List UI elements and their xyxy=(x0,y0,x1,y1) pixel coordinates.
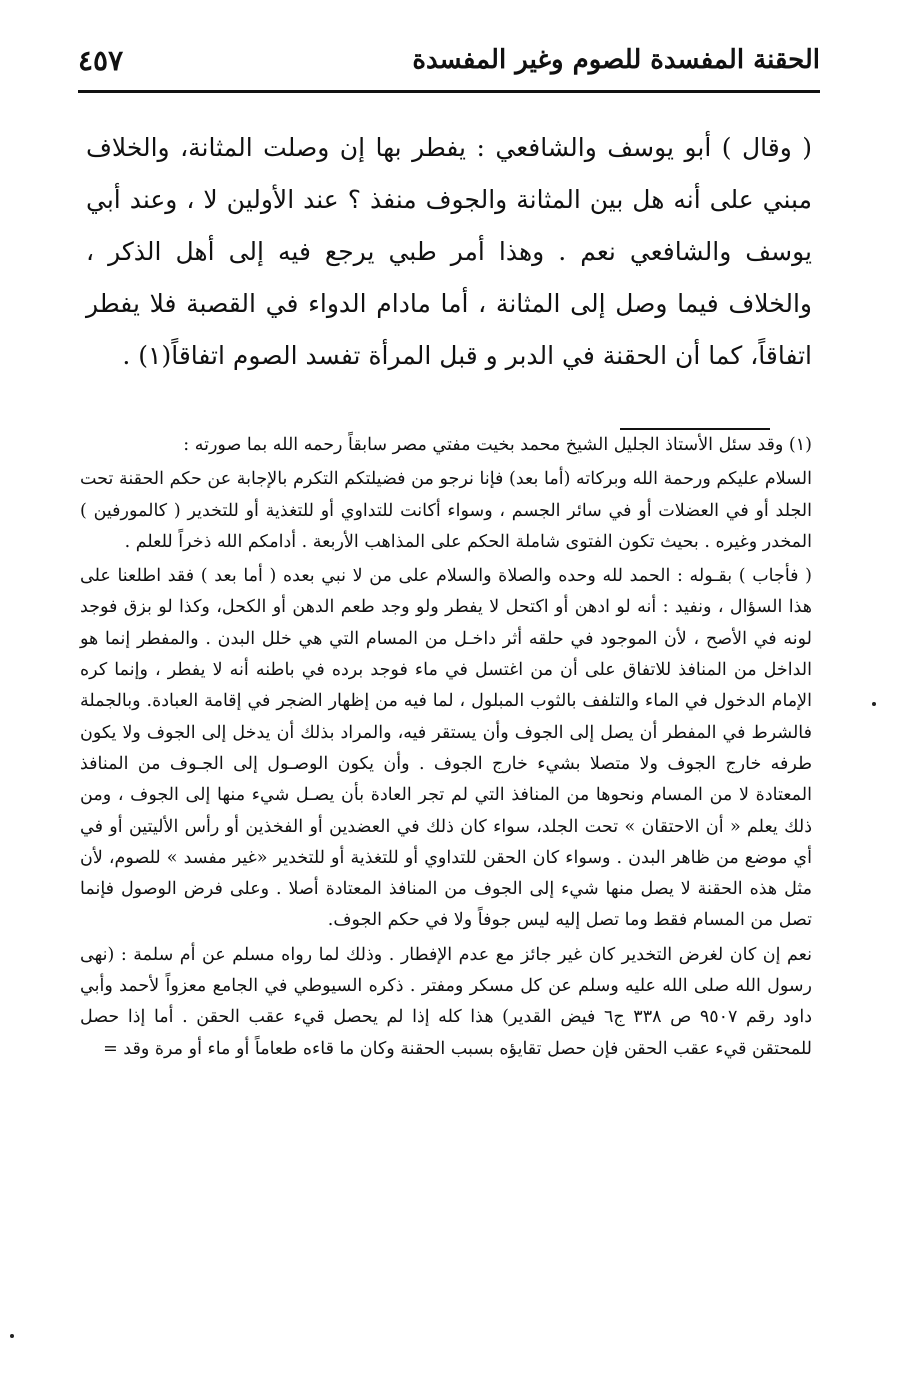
footnote-answer: ( فأجاب ) بقـوله : الحمد لله وحده والصلاة والسلام على من لا نبي بعده ( أما بعد ) فقد اطلعنا على هذا السؤال ، ونفيد : أنه لو ادهن أو اكتحل لا يفطر ولو وجد طعم الدهن أو الكحل، وكذا لو بزق فوجد لونه في الأصح ، لأن الموجود في حلقه أثر داخـل من المسام التي هي خلل البدن . والمفطر إنما هو الداخل من المنافذ للاتفاق على أن من اغتسل في ماء فوجد برده في باطنه أنه لا يفطر ، وإنما كره الإمام الدخول في الماء والتلفف بالثوب المبلول ، لما فيه من إظهار الضجر في إقامة العبادة. وبالجملة فالشرط في المفطر أن يصل إلى الجوف وأن يستقر فيه، والمراد بذلك أن يدخل إلى الجوف ولا يكون طرفه خارج الجوف ولا متصلا بشيء خارج الجوف . وأن يكون الوصـول إلى الجـوف من المنافذ المعتادة لا من المسام ونحوها من المنافذ التي لم تجر العادة بأن يصـل شيء منها إلى الجوف ، ومن ذلك يعلم « أن الاحتقان » تحت الجلد، سواء كان ذلك في العضدين أو الفخذين أو رأس الأليتين أو في أي موضع من ظاهر البدن . وسواء كان الحقن للتداوي أو للتغذية أو للتخدير «غير مفسد » للصوم، لأن مثل هذه الحقنة لا يصل منها شيء إلى الجوف من المنافذ المعتادة أصلا . وعلى فرض الوصول فإنما تصل من المسام فقط وما تصل إليه ليس جوفاً ولا في حكم الجوف. xyxy=(80,566,812,931)
page-number: ٤٥٧ xyxy=(78,43,124,77)
main-body xyxy=(86,122,812,382)
scan-speck xyxy=(10,1334,14,1338)
main-paragraph: ( وقال ) أبو يوسف والشافعي : يفطر بها إن وصلت المثانة، والخلاف مبني على أنه هل بين المثانة والجوف منفذ ؟ عند الأولين لا ، وعند أبي يوسف والشافعي نعم . وهذا أمر طبي يرجع فيه إلى أهل الذكر ، والخلاف فيما وصل إلى المثانة ، أما مادام الدواء في القصبة فلا يفطر اتفاقاً، كما أن الحقنة في الدبر و قبل المرأة تفسد الصوم اتفاقاً(١) . xyxy=(86,133,812,370)
scan-speck xyxy=(872,702,876,706)
footnote-continuation: نعم إن كان لغرض التخدير كان غير جائز مع عدم الإفطار . وذلك لما رواه مسلم عن أم سلمة : (نهى رسول الله صلى الله عليه وسلم عن كل مسكر ومفتر . ذكره السيوطي في الجامع معزواً لأحمد وأبي داود رقم ٩٥٠٧ ص ٣٣٨ ج٦ فيض القدير) هذا كله إذا لم يحصل قيء عقب الحقن . أما إذا حصل للمحتقن قيء عقب الحقن فإن حصل تقايؤه بسبب الحقنة وكان ما قاءه طعاماً أو ماء أو مرة وقد = xyxy=(80,944,812,1059)
running-title: الحقنة المفسدة للصوم وغير المفسدة xyxy=(412,45,820,75)
footnote-1-intro: (١) وقد سئل الأستاذ الجليل الشيخ محمد بخيت مفتي مصر سابقاً رحمه الله بما صورته : xyxy=(183,435,812,455)
footnotes xyxy=(80,430,812,1068)
page-header xyxy=(78,30,820,90)
header-rule xyxy=(78,90,820,93)
footnote-question: السلام عليكم ورحمة الله وبركاته (أما بعد) فإنا نرجو من فضيلتكم التكرم بالإجابة عن حكم الحقنة تحت الجلد أو في العضلات أو في سائر الجسم ، وسواء أكانت للتداوي أو للتغذية أو للتخدير ( كالمورفين ) المخدر وغيره . بحيث تكون الفتوى شاملة الحكم على المذاهب الأربعة . أدامكم الله ذخراً للعلم . xyxy=(80,469,812,552)
